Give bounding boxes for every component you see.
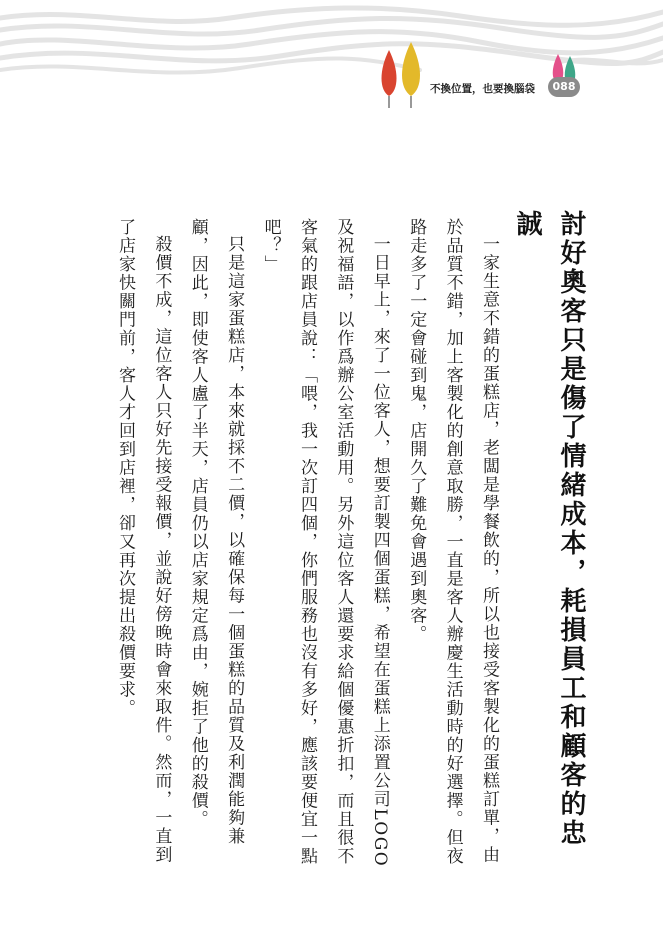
tree-decoration [375,40,590,110]
page-number-badge: 088 [548,77,580,97]
paragraph: 只是這家蛋糕店，本來就採不二價，以確保每一個蛋糕的品質及利潤能夠兼顧，因此，即使客人盧了半天，店員仍以店家規定爲由，婉拒了他的殺價。 [187,218,245,846]
running-head-title: 不換位置，也要換腦袋 [430,83,535,95]
body-text [107,218,507,868]
yellow-tree-icon [402,42,420,108]
paragraph: 殺價不成，這位客人只好先接受報價，並說好傍晚時會來取件。然而，一直到了店家快關門前，客人才回到店裡，卻又再次提出殺價要求。 [114,218,172,864]
section-title: 討好奧客只是傷了情緒成本，耗損員工和顧客的忠誠 [512,210,586,848]
paragraph: 一日早上，來了一位客人，想要訂製四個蛋糕，希望在蛋糕上添置公司LOGO及祝福語，以作爲辦公室活動用。另外這位客人還要求給個優惠折扣，而且很不客氣的跟店員說：「喂，我一次訂四個，你們服務也沒有多好，應該要便宜一點吧？」 [260,218,390,868]
red-tree-icon [382,50,397,108]
paragraph: 一家生意不錯的蛋糕店，老闆是學餐飲的，所以也接受客製化的蛋糕訂單，由於品質不錯，加上客製化的創意取勝，一直是客人辦慶生活動時的好選擇。但夜路走多了一定會碰到鬼，店開久了難免會遇到奧客。 [406,218,499,866]
